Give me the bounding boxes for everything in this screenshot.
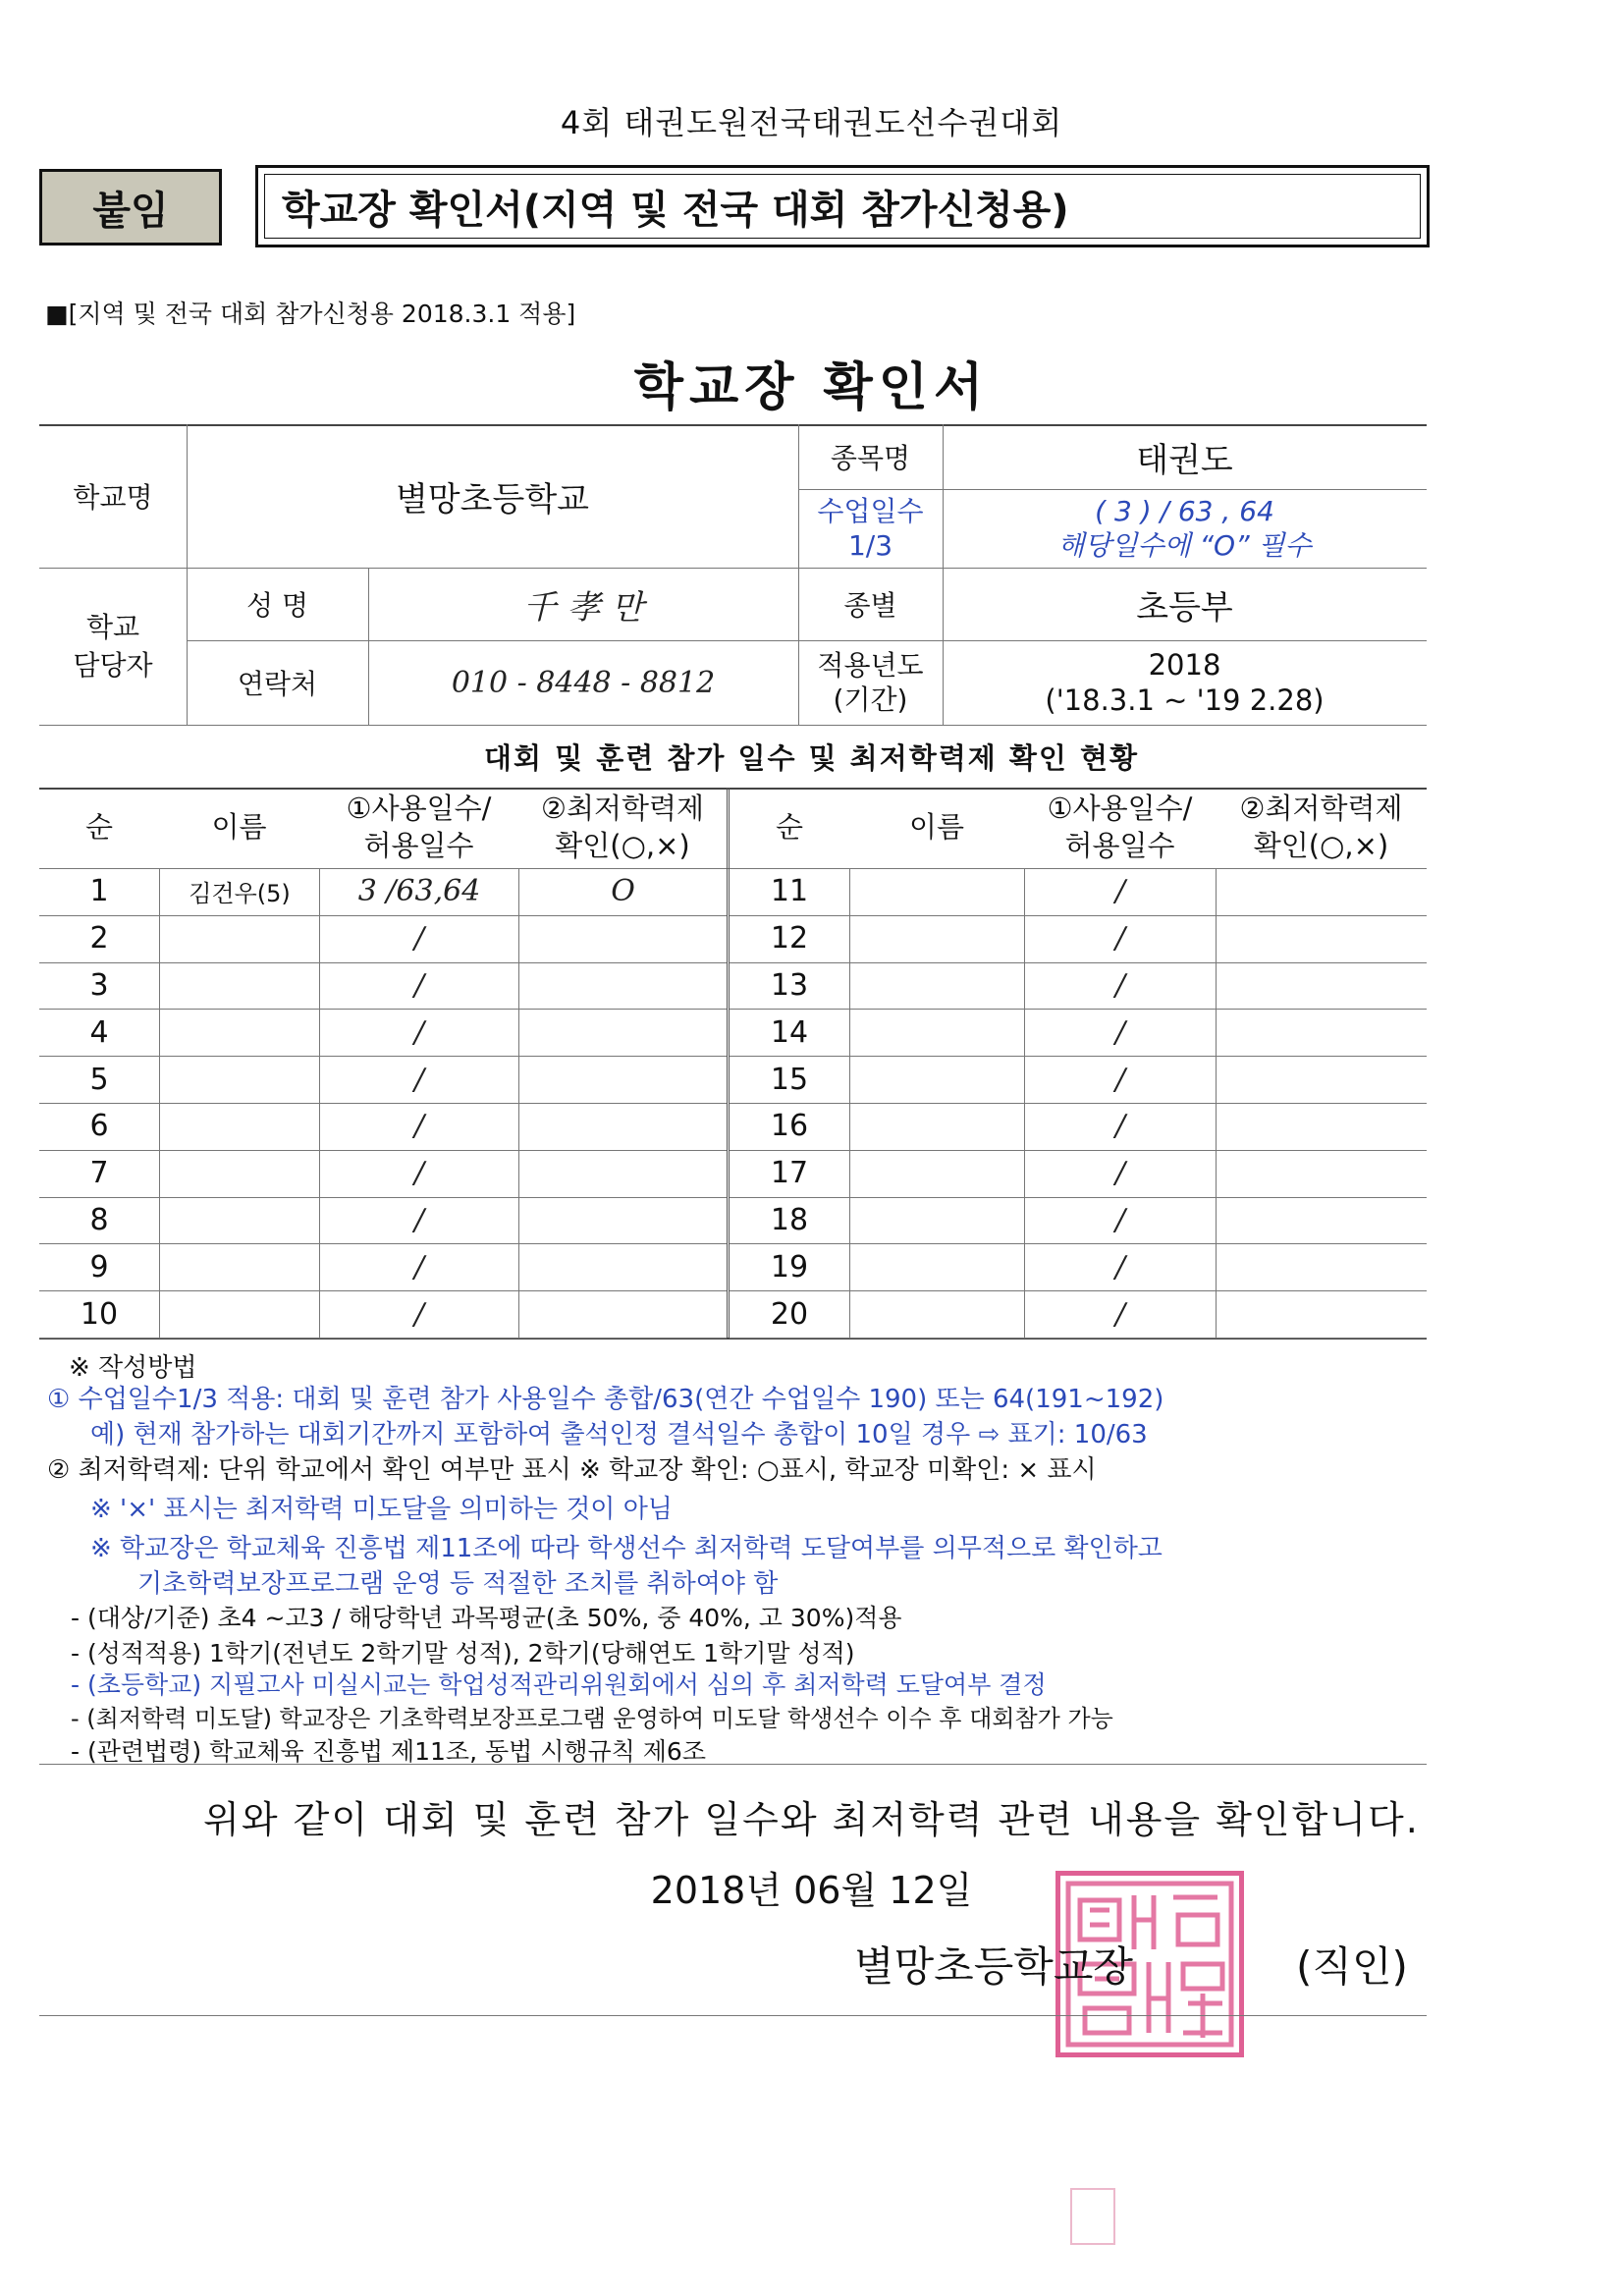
row-check bbox=[1216, 1056, 1427, 1103]
header-days-right-line2: 허용일수 bbox=[1064, 829, 1175, 862]
header-no-right: 순 bbox=[775, 810, 803, 845]
row-name bbox=[159, 962, 319, 1010]
row-days: / bbox=[1024, 1009, 1216, 1056]
row-days: / bbox=[1024, 1290, 1216, 1338]
row-check bbox=[1216, 1290, 1427, 1338]
row-check bbox=[518, 1290, 727, 1338]
row-check: O bbox=[518, 868, 727, 915]
row-name bbox=[849, 1150, 1024, 1197]
confirm-statement: 위와 같이 대회 및 훈련 참가 일수와 최저학력 관련 내용을 확인합니다. bbox=[203, 1798, 1420, 1841]
year-label-line2: (기간) bbox=[833, 683, 908, 716]
row-days: / bbox=[319, 1290, 518, 1338]
section-title: 대회 및 훈련 참가 일수 및 최저학력제 확인 현황 bbox=[483, 741, 1140, 775]
school-label: 학교명 bbox=[73, 481, 153, 514]
class-days-value-line2: 해당일수에 “O” 필수 bbox=[1057, 529, 1312, 562]
row-name bbox=[159, 1197, 319, 1244]
row-name bbox=[849, 868, 1024, 915]
document-title-text: 학교장 확인서(지역 및 전국 대회 참가신청용) bbox=[282, 187, 1069, 233]
issue-date: 2018년 06월 12일 bbox=[650, 1869, 973, 1912]
row-name bbox=[159, 1056, 319, 1103]
note-line: ※ '×' 표시는 최저학력 미도달을 의미하는 것이 아님 bbox=[90, 1495, 673, 1524]
row-days: / bbox=[1024, 868, 1216, 915]
contact-label: 연락처 bbox=[237, 668, 318, 700]
row-number: 7 bbox=[89, 1156, 109, 1191]
row-days: / bbox=[319, 1243, 518, 1290]
row-days: / bbox=[1024, 1150, 1216, 1197]
seal-label: (직인) bbox=[1296, 1942, 1408, 1991]
event-title: 4회 태권도원전국태권도선수권대회 bbox=[560, 104, 1063, 141]
school-value: 별망초등학교 bbox=[395, 479, 590, 519]
header-days-left-line1: ①사용일수/ bbox=[346, 792, 492, 826]
row-number: 9 bbox=[89, 1249, 109, 1285]
category-label: 종별 bbox=[843, 589, 897, 622]
year-value-line2: ('18.3.1 ~ '19 2.28) bbox=[1045, 683, 1325, 717]
row-name bbox=[159, 1150, 319, 1197]
note-line: - (최저학력 미도달) 학교장은 기초학력보장프로그램 운영하여 미도달 학생선수 이수 후 대회참가 가능 bbox=[71, 1705, 1113, 1732]
row-number: 8 bbox=[89, 1202, 109, 1237]
form-heading: 학교장 확인서 bbox=[633, 358, 990, 417]
row-days: 3 /63,64 bbox=[319, 868, 518, 915]
row-name bbox=[849, 1103, 1024, 1150]
row-days: / bbox=[1024, 1243, 1216, 1290]
row-name bbox=[849, 1197, 1024, 1244]
row-days: / bbox=[319, 1150, 518, 1197]
attachment-tag: 붙임 bbox=[39, 169, 222, 246]
note-line: - (초등학교) 지필고사 미실시교는 학업성적관리위원회에서 심의 후 최저학력 도달여부 결정 bbox=[71, 1670, 1047, 1699]
year-value-line1: 2018 bbox=[1148, 647, 1221, 682]
row-number: 11 bbox=[770, 874, 809, 909]
row-days: / bbox=[1024, 915, 1216, 962]
note-line: 예) 현재 참가하는 대회기간까지 포함하여 출석인정 결석일수 총합이 10일 경우 ⇨ 표기: 10/63 bbox=[90, 1420, 1148, 1449]
note-line: 기초학력보장프로그램 운영 등 적절한 조치를 취하여야 함 bbox=[137, 1569, 779, 1599]
sport-label: 종목명 bbox=[830, 442, 911, 474]
name-value: 千 孝 만 bbox=[522, 587, 644, 628]
row-name bbox=[159, 915, 319, 962]
header-check-left-line2: 확인(○,×) bbox=[555, 829, 690, 862]
faint-stamp-mark bbox=[1070, 2188, 1115, 2245]
header-days-right bbox=[1024, 788, 1216, 868]
note-line: - (대상/기준) 초4 ~고3 / 해당학년 과목평균(초 50%, 중 40%, 고 30%)적용 bbox=[71, 1604, 902, 1632]
header-days-right-line1: ①사용일수/ bbox=[1047, 792, 1193, 826]
row-check bbox=[518, 962, 727, 1010]
row-number: 2 bbox=[89, 921, 109, 957]
header-check-left bbox=[518, 788, 727, 868]
row-check bbox=[1216, 1009, 1427, 1056]
row-number: 4 bbox=[89, 1014, 109, 1050]
row-check bbox=[1216, 1103, 1427, 1150]
note-line: - (성적적용) 1학기(전년도 2학기말 성적), 2학기(당해연도 1학기말 성적) bbox=[71, 1639, 855, 1667]
row-number: 16 bbox=[770, 1109, 809, 1144]
row-number: 6 bbox=[89, 1109, 109, 1144]
contact-value: 010 - 8448 - 8812 bbox=[451, 665, 716, 700]
row-check bbox=[1216, 1150, 1427, 1197]
row-check bbox=[1216, 915, 1427, 962]
signer-name: 별망초등학교장 bbox=[854, 1942, 1134, 1991]
row-check bbox=[518, 1056, 727, 1103]
header-check-right bbox=[1216, 788, 1427, 868]
class-days-label-line1: 수업일수 bbox=[817, 495, 924, 527]
row-name bbox=[849, 1290, 1024, 1338]
row-number: 18 bbox=[770, 1202, 809, 1237]
header-days-left bbox=[319, 788, 518, 868]
staff-label-line1: 학교 bbox=[85, 610, 140, 643]
row-name bbox=[849, 962, 1024, 1010]
row-days: / bbox=[1024, 1197, 1216, 1244]
name-label: 성 명 bbox=[246, 589, 308, 622]
header-check-left-line1: ②최저학력제 bbox=[540, 792, 705, 826]
row-number: 1 bbox=[89, 874, 109, 909]
category-value: 초등부 bbox=[1136, 587, 1233, 628]
row-check bbox=[518, 1243, 727, 1290]
row-number: 12 bbox=[770, 921, 809, 957]
row-number: 3 bbox=[89, 967, 109, 1003]
note-line: - (관련법령) 학교체육 진흥법 제11조, 동법 시행규칙 제6조 bbox=[71, 1737, 706, 1766]
sport-value: 태권도 bbox=[1136, 440, 1233, 480]
header-name-left: 이름 bbox=[211, 810, 267, 845]
row-check bbox=[1216, 1197, 1427, 1244]
class-days-value-line1: ( 3 ) / 63 , 64 bbox=[1095, 495, 1274, 527]
header-name-right: 이름 bbox=[908, 810, 965, 845]
row-days: / bbox=[319, 915, 518, 962]
row-name bbox=[159, 1243, 319, 1290]
row-check bbox=[518, 1009, 727, 1056]
row-name bbox=[849, 915, 1024, 962]
row-check bbox=[518, 915, 727, 962]
row-check bbox=[1216, 962, 1427, 1010]
row-number: 10 bbox=[80, 1296, 119, 1332]
row-days: / bbox=[1024, 962, 1216, 1010]
row-check bbox=[1216, 868, 1427, 915]
row-name bbox=[849, 1243, 1024, 1290]
row-name: 김건우(5) bbox=[159, 868, 319, 915]
note-line: ① 수업일수1/3 적용: 대회 및 훈련 참가 사용일수 총합/63(연간 수업일수 190) 또는 64(191~192) bbox=[47, 1385, 1164, 1414]
row-number: 15 bbox=[770, 1062, 809, 1097]
row-check bbox=[518, 1103, 727, 1150]
note-line: ※ 학교장은 학교체육 진흥법 제11조에 따라 학생선수 최저학력 도달여부를 의무적으로 확인하고 bbox=[90, 1534, 1163, 1563]
header-days-left-line2: 허용일수 bbox=[363, 829, 474, 862]
row-number: 17 bbox=[770, 1156, 809, 1191]
row-days: / bbox=[319, 1009, 518, 1056]
row-name bbox=[159, 1103, 319, 1150]
row-check bbox=[1216, 1243, 1427, 1290]
year-label-line1: 적용년도 bbox=[817, 649, 924, 682]
row-number: 5 bbox=[89, 1062, 109, 1097]
form-note: ■[지역 및 전국 대회 참가신청용 2018.3.1 적용] bbox=[45, 300, 576, 328]
row-days: / bbox=[1024, 1103, 1216, 1150]
row-days: / bbox=[319, 1197, 518, 1244]
row-days: / bbox=[319, 962, 518, 1010]
row-check bbox=[518, 1197, 727, 1244]
row-days: / bbox=[319, 1056, 518, 1103]
header-check-right-line1: ②최저학력제 bbox=[1239, 792, 1403, 826]
note-line: ② 최저학력제: 단위 학교에서 확인 여부만 표시 ※ 학교장 확인: ○표시, 학교장 미확인: × 표시 bbox=[47, 1455, 1097, 1485]
header-check-right-line2: 확인(○,×) bbox=[1253, 829, 1389, 862]
staff-label-line2: 담당자 bbox=[73, 649, 153, 682]
notes-heading: ※ 작성방법 bbox=[69, 1353, 197, 1383]
row-name bbox=[159, 1290, 319, 1338]
row-check bbox=[518, 1150, 727, 1197]
row-number: 14 bbox=[770, 1014, 809, 1050]
row-number: 13 bbox=[770, 967, 809, 1003]
row-name bbox=[159, 1009, 319, 1056]
row-days: / bbox=[1024, 1056, 1216, 1103]
row-name bbox=[849, 1009, 1024, 1056]
class-days-label-line2: 1/3 bbox=[847, 529, 893, 562]
row-number: 20 bbox=[770, 1296, 809, 1332]
row-name bbox=[849, 1056, 1024, 1103]
row-days: / bbox=[319, 1103, 518, 1150]
row-number: 19 bbox=[770, 1249, 809, 1285]
header-no-left: 순 bbox=[84, 810, 113, 845]
